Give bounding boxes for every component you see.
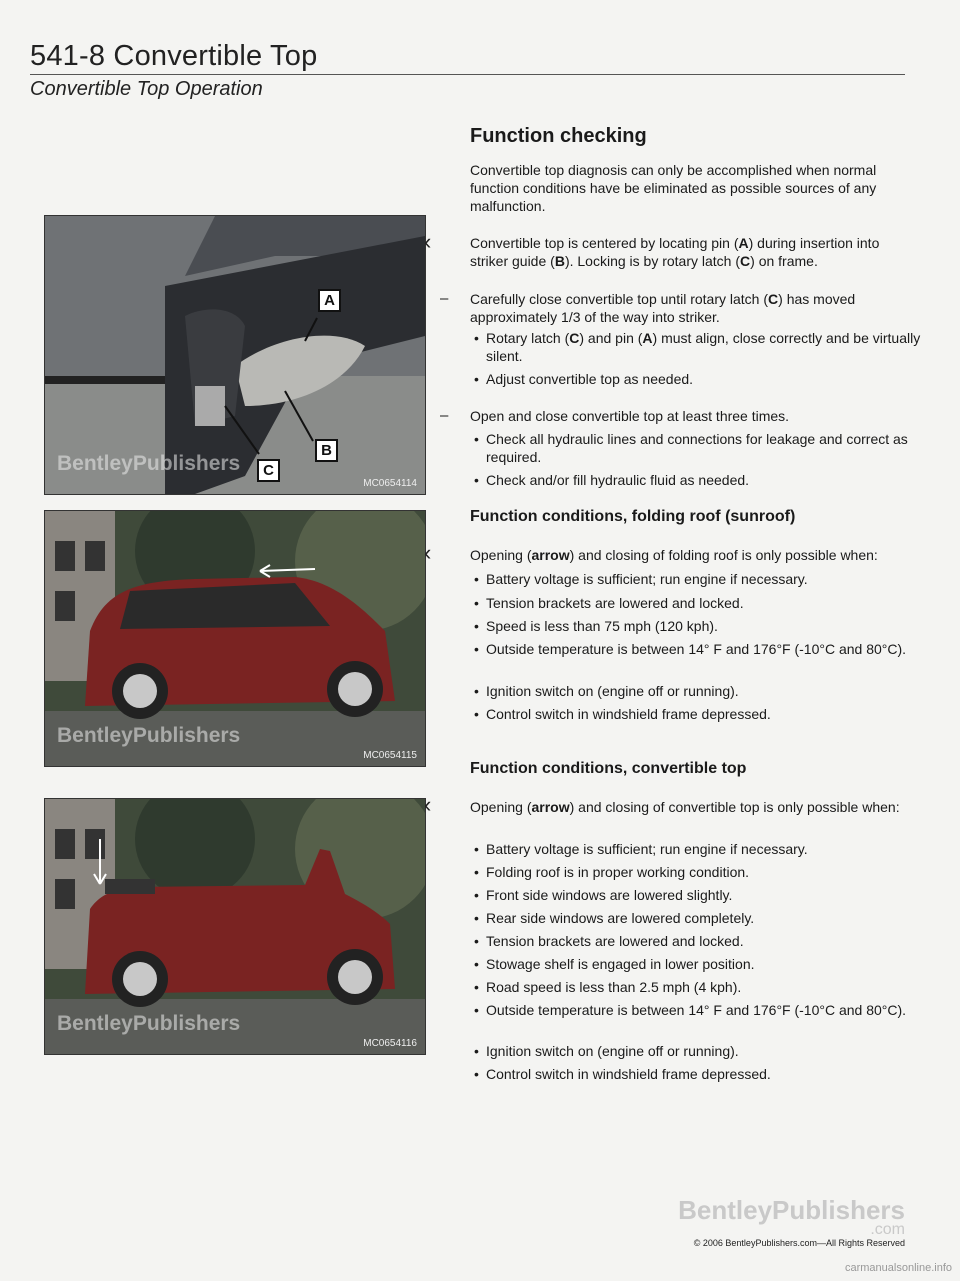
- page-subtitle: Convertible Top Operation: [30, 78, 263, 100]
- reference-label: arrow: [531, 799, 570, 815]
- list-item: • Control switch in windshield frame depressed.: [474, 1065, 922, 1083]
- list-item: • Adjust convertible top as needed.: [474, 370, 922, 388]
- list-item: • Stowage shelf is engaged in lower position.: [474, 955, 922, 973]
- site-watermark: carmanualsonline.info: [844, 1262, 952, 1274]
- figure-watermark: BentleyPublishers: [57, 724, 241, 747]
- section1-step1: [470, 234, 910, 270]
- list-item: • Tension brackets are lowered and locked.: [474, 932, 922, 950]
- section-heading-convertible-top: Function conditions, convertible top: [470, 760, 747, 777]
- list-item: • Speed is less than 75 mph (120 kph).: [474, 617, 922, 635]
- section1-step2: Carefully close convertible top until rotary latch (C) has moved approximately 1/3 of the way into striker.: [470, 291, 856, 325]
- list-item: • Rotary latch (C) and pin (A) must align, close correctly and be virtually silent.: [474, 329, 922, 365]
- section1-step3: Open and close convertible top at least three times.: [470, 408, 790, 424]
- reference-label: C: [569, 330, 580, 346]
- list-item: • Front side windows are lowered slightly.: [474, 886, 922, 904]
- callout-a: A: [318, 289, 341, 312]
- list-item: • Outside temperature is between 14° F and 176°F (-10°C and 80°C).: [474, 640, 922, 658]
- page-title: 541-8 Convertible Top: [30, 40, 318, 72]
- reference-label: arrow: [531, 547, 570, 563]
- publisher-logo-com: .com: [870, 1221, 905, 1238]
- left-pointer-icon: ‹: [424, 792, 432, 817]
- publisher-logo: BentleyPublishers: [678, 1195, 905, 1225]
- callout-b: B: [315, 439, 338, 462]
- figure-code: MC0654115: [363, 750, 417, 761]
- reference-label: B: [554, 253, 565, 269]
- list-item: • Road speed is less than 2.5 mph (4 kph).: [474, 978, 922, 996]
- list-item: • Control switch in windshield frame depressed.: [474, 705, 922, 723]
- list-item: • Tension brackets are lowered and locked.: [474, 594, 922, 612]
- section-heading-function-checking: Function checking: [470, 125, 647, 147]
- list-item: • Check all hydraulic lines and connections for leakage and correct as required.: [474, 430, 922, 466]
- section2-intro: Opening (arrow) and closing of folding roof is only possible when:: [470, 547, 878, 563]
- list-item: • Rear side windows are lowered completely.: [474, 909, 922, 927]
- reference-label: C: [740, 253, 751, 269]
- reference-label: A: [642, 330, 653, 346]
- step1-text: Convertible top is centered by locating pin (A) during insertion into striker guide (B). Locking is by rotary latch (C) on frame.: [470, 235, 880, 269]
- figure-watermark: BentleyPublishers: [57, 1012, 241, 1035]
- figure-car-roof-closed: [44, 510, 426, 767]
- left-pointer-icon: ‹: [424, 229, 432, 254]
- list-item: • Folding roof is in proper working condition.: [474, 863, 922, 881]
- copyright: © 2006 BentleyPublishers.com—All Rights Reserved: [693, 1238, 905, 1248]
- figure-latch-closeup: [44, 215, 426, 495]
- callout-c: C: [257, 459, 280, 482]
- header-rule: [30, 74, 905, 75]
- figure-car-top-open: [44, 798, 426, 1055]
- left-pointer-icon: ‹: [424, 540, 432, 565]
- list-item: • Ignition switch on (engine off or running).: [474, 1042, 922, 1060]
- section1-intro: Convertible top diagnosis can only be accomplished when normal function conditions have be eliminated as possible sources of any malfunction.: [470, 162, 877, 214]
- section3-intro: Opening (arrow) and closing of convertible top is only possible when:: [470, 799, 900, 815]
- figure-watermark: BentleyPublishers: [57, 452, 241, 475]
- list-item: • Ignition switch on (engine off or running).: [474, 682, 922, 700]
- dash-marker: –: [440, 407, 449, 424]
- section-heading-folding-roof: Function conditions, folding roof (sunroof): [470, 508, 796, 525]
- list-item: • Check and/or fill hydraulic fluid as needed.: [474, 471, 922, 489]
- figure-code: MC0654116: [363, 1038, 417, 1049]
- list-item: • Outside temperature is between 14° F and 176°F (-10°C and 80°C).: [474, 1001, 922, 1019]
- reference-label: C: [768, 291, 779, 307]
- list-item: • Battery voltage is sufficient; run engine if necessary.: [474, 840, 922, 858]
- figure-code: MC0654114: [363, 478, 417, 489]
- dash-marker: –: [440, 290, 449, 307]
- reference-label: A: [738, 235, 749, 251]
- list-item: • Battery voltage is sufficient; run engine if necessary.: [474, 570, 922, 588]
